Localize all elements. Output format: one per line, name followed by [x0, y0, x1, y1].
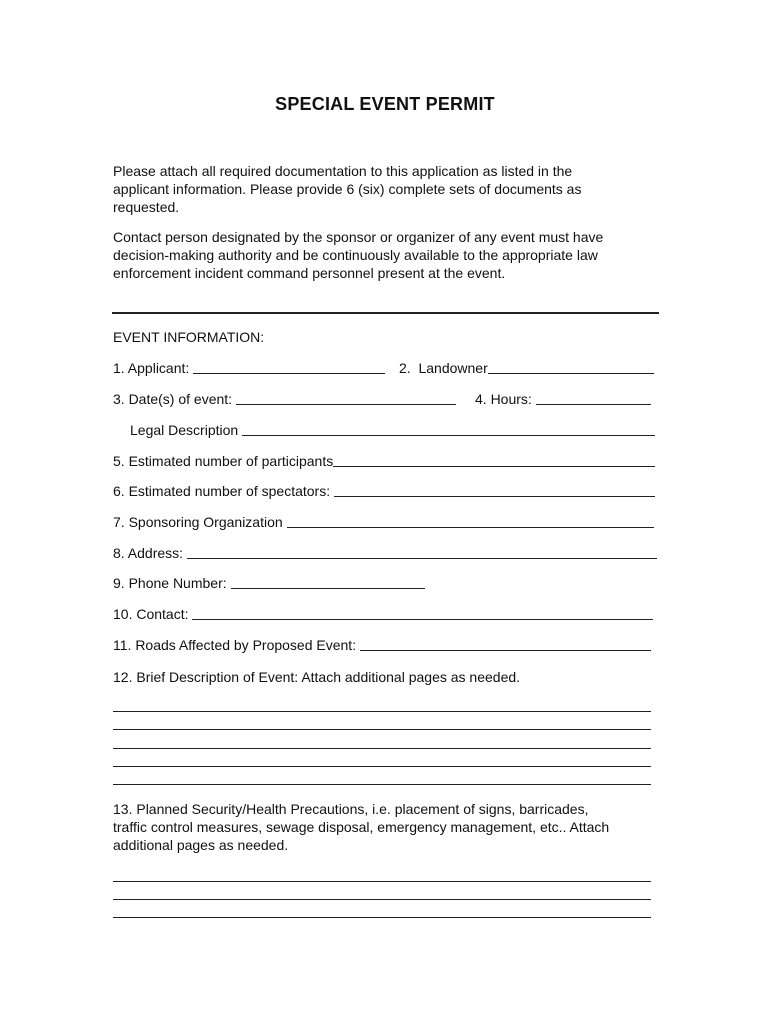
landowner-field[interactable]: [399, 359, 654, 377]
row-legal-description: [113, 421, 658, 439]
participants-line[interactable]: [333, 466, 655, 467]
dates-field[interactable]: [113, 390, 456, 408]
hours-label: 4. Hours:: [475, 391, 536, 407]
contact-field[interactable]: [113, 605, 653, 623]
dates-line[interactable]: [236, 404, 456, 405]
applicant-label: 1. Applicant:: [113, 360, 194, 376]
sponsoring-organization-field[interactable]: [113, 513, 654, 531]
security-precautions-label: [113, 800, 658, 854]
row-spectators: [113, 482, 658, 500]
legal-description-line[interactable]: [242, 435, 655, 436]
dates-label: 3. Date(s) of event:: [113, 391, 236, 407]
security-precautions-line: additional pages as needed.: [113, 837, 289, 853]
address-label: 8. Address:: [113, 545, 187, 561]
spectators-field[interactable]: [113, 482, 655, 500]
roads-affected-line[interactable]: [360, 650, 651, 651]
phone-label: 9. Phone Number:: [113, 575, 231, 591]
brief-description-line-3[interactable]: [113, 748, 651, 749]
brief-description-line-2[interactable]: [113, 729, 651, 730]
brief-description-line-5[interactable]: [113, 784, 651, 785]
row-dates-hours: [113, 390, 658, 408]
phone-line[interactable]: [231, 588, 425, 589]
address-line[interactable]: [187, 558, 657, 559]
intro-line: decision-making authority and be continuously available to the appropriate law: [113, 247, 598, 263]
intro-line: enforcement incident command personnel present at the event.: [113, 265, 506, 281]
hours-line[interactable]: [536, 404, 651, 405]
intro-line: Contact person designated by the sponsor or organizer of any event must have: [113, 229, 604, 245]
legal-description-field[interactable]: [130, 421, 655, 439]
security-precautions-line-2[interactable]: [113, 899, 651, 900]
sponsoring-organization-line[interactable]: [287, 527, 654, 528]
applicant-field[interactable]: [113, 359, 385, 377]
intro-line: applicant information. Please provide 6 (six) complete sets of documents as: [113, 181, 582, 197]
roads-affected-field[interactable]: [113, 636, 651, 654]
security-precautions-line: traffic control measures, sewage disposal, emergency management, etc.. Attach: [113, 819, 610, 835]
brief-description-line-4[interactable]: [113, 766, 651, 767]
participants-label: 5. Estimated number of participants: [113, 453, 334, 469]
section-divider: [112, 312, 659, 314]
roads-affected-label: 11. Roads Affected by Proposed Event:: [113, 637, 360, 653]
event-information-heading: EVENT INFORMATION:: [113, 329, 265, 345]
row-applicant-landowner: [113, 359, 658, 377]
hours-field[interactable]: [475, 390, 651, 408]
sponsoring-organization-label: 7. Sponsoring Organization: [113, 514, 287, 530]
spectators-line[interactable]: [334, 496, 655, 497]
landowner-line[interactable]: [488, 373, 654, 374]
spectators-label: 6. Estimated number of spectators:: [113, 483, 334, 499]
brief-description-label: 12. Brief Description of Event: Attach additional pages as needed.: [113, 669, 521, 685]
intro-line: Please attach all required documentation to this application as listed in the: [113, 163, 573, 179]
row-sponsoring-organization: [113, 513, 658, 531]
security-precautions-line: 13. Planned Security/Health Precautions, i.e. placement of signs, barricades,: [113, 801, 589, 817]
brief-description-line-1[interactable]: [113, 711, 651, 712]
intro-paragraph-contact: [113, 228, 658, 282]
landowner-label: 2. Landowner: [399, 360, 488, 376]
phone-field[interactable]: [113, 574, 425, 592]
row-participants: [113, 452, 658, 470]
contact-label: 10. Contact:: [113, 606, 193, 622]
row-phone: [113, 574, 658, 592]
participants-field[interactable]: [113, 452, 655, 470]
applicant-line[interactable]: [193, 373, 385, 374]
row-address: [113, 544, 658, 562]
page-title: SPECIAL EVENT PERMIT: [275, 94, 495, 114]
row-roads-affected: [113, 636, 658, 654]
contact-line[interactable]: [192, 619, 653, 620]
security-precautions-line-3[interactable]: [113, 917, 651, 918]
row-contact: [113, 605, 658, 623]
address-field[interactable]: [113, 544, 657, 562]
intro-line: requested.: [113, 199, 180, 215]
legal-description-label: Legal Description: [130, 422, 243, 438]
intro-paragraph-documentation: [113, 162, 658, 216]
security-precautions-line-1[interactable]: [113, 881, 651, 882]
